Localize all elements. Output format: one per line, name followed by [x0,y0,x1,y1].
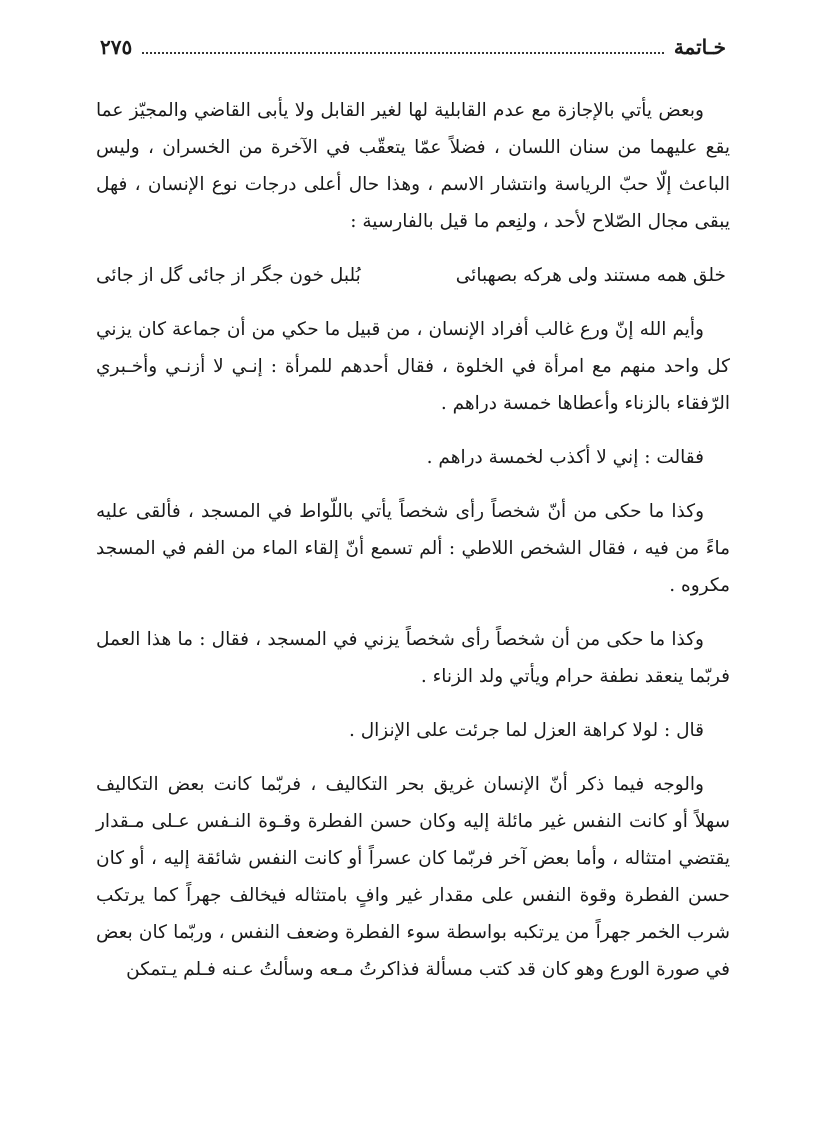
paragraph: وكذا ما حكى من أنّ شخصاً رأى شخصاً يأتي باللّواط في المسجد ، فألقى عليه ماءً من فيه ، فقال الشخص اللاطي : ألم تسمع أنّ إلقاء الماء من الفم في المسجد مكروه . [96,501,730,596]
page-number: ٢٧٥ [100,35,133,59]
chapter-title: خـاتمة [673,35,726,59]
header-leader-dots [142,40,664,54]
verse-hemistich: بُلبل خون جگر از جائى گل از جائى [96,265,361,286]
body-text [96,92,730,1005]
running-header [100,30,726,64]
paragraph: والوجه فيما ذكر أنّ الإنسان غريق بحر التكاليف ، فربّما كانت بعض التكاليف سهلاً أو كانت النفس غير مائلة إليه وكان حسن الفطرة وقـوة النـفس عـلى مـقدار يقتضي امتثاله ، وأما بعض آخر فربّما كان عسراً أو كانت النفس شائقة إليه ، أو كان حسن الفطرة وقوة النفس على مقدار غير وافٍ بامتثاله فيخالف جهراً كما يرتكب شرب الخمر جهراً من يرتكبه بواسطة سوء الفطرة وضعف النفس ، وربّما كان بعض في صورة الورع وهو كان قد كتب مسألة فذاكرتُ مـعه وسألتُ عـنه فـلم يـتمكن [96,774,730,980]
paragraph: قال : لولا كراهة العزل لما جرئت على الإنزال . [348,720,704,741]
paragraph: وبعض يأتي بالإجازة مع عدم القابلية لها لغير القابل ولا يأبى القاضي والمجيّز عما يقع عليهما من سنان اللسان ، فضلاً عمّا يتعقّب في الآخرة من الخسران ، وليس الباعث إلّا حبّ الرياسة وانتشار الاسم ، وهذا حال أعلى درجات نوع الإنسان ، فهل يبقى مجال الصّلاح لأحد ، ولنِعم ما قيل بالفارسية : [96,100,730,232]
verse-hemistich: خلق همه مستند ولى هركه بصهبائى [455,265,726,286]
persian-verse [96,257,730,294]
paragraph: وكذا ما حكى من أن شخصاً رأى شخصاً يزني في المسجد ، فقال : ما هذا العمل فربّما ينعقد نطفة حرام ويأتي ولد الزناء . [96,629,730,687]
paragraph: وأيم الله إنّ ورع غالب أفراد الإنسان ، من قبيل ما حكي من أن جماعة كان يزني كل واحد منهم مع امرأة في الخلوة ، فقال أحدهم للمرأة : إنـي لا أزنـي وأخـبري الرّفقاء بالزناء وأعطاها خمسة دراهم . [96,319,730,414]
paragraph: فقالت : إني لا أكذب لخمسة دراهم . [426,447,704,468]
